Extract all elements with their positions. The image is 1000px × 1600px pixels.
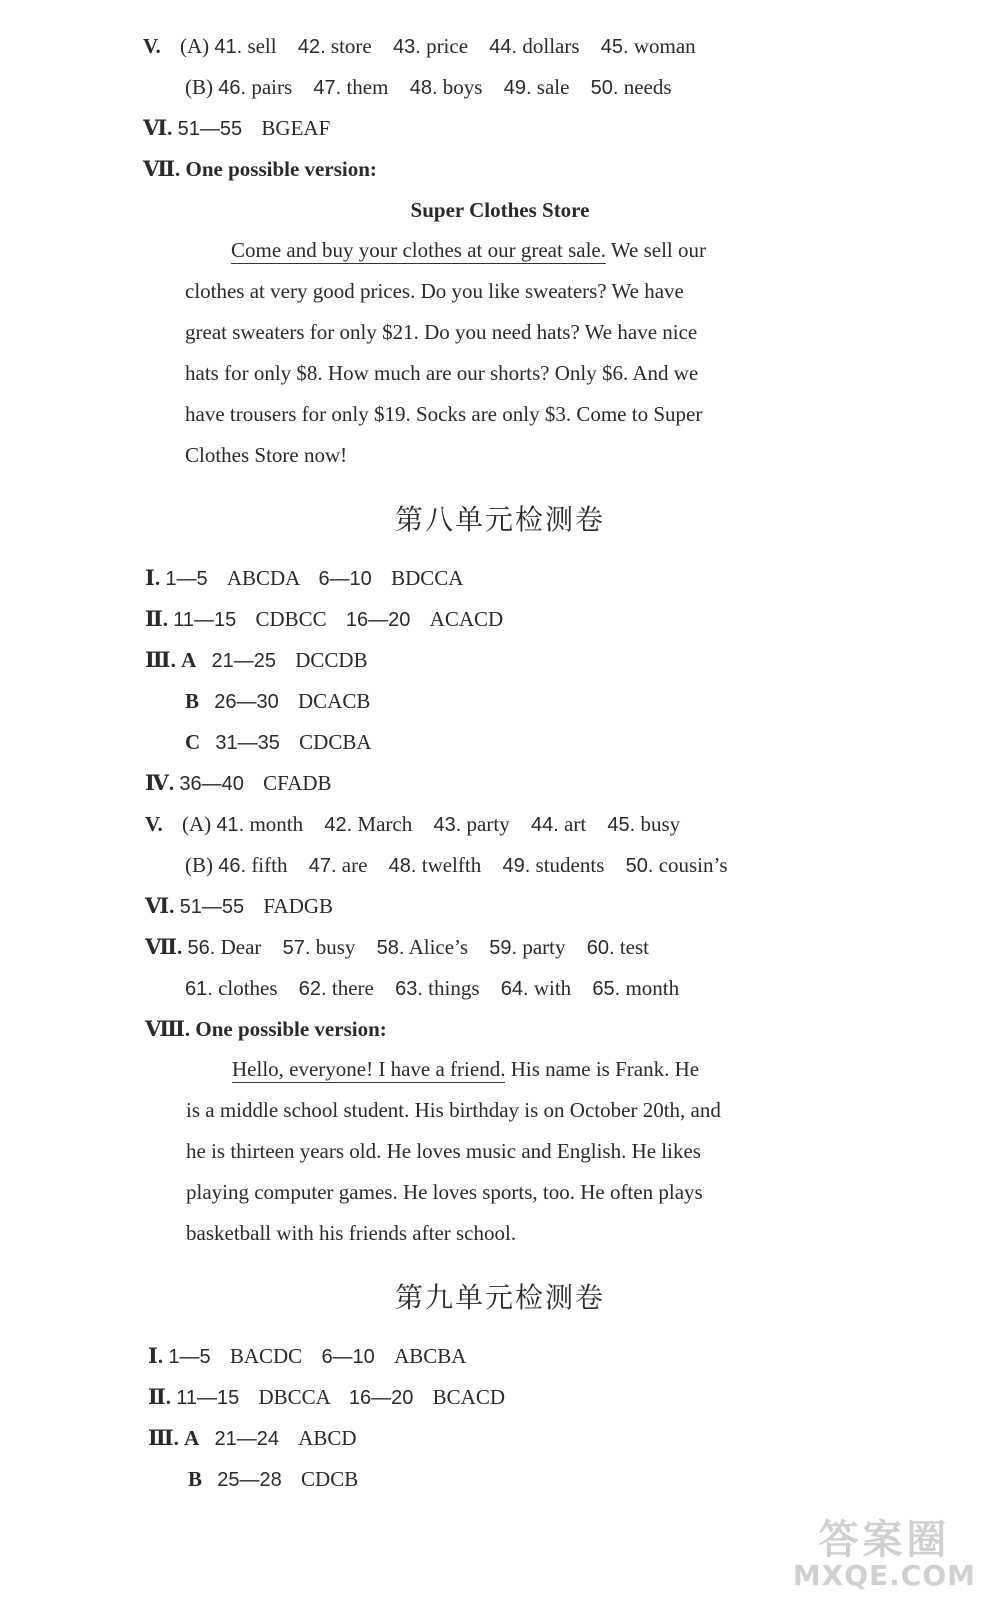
u8-iii-b-row xyxy=(185,686,370,717)
item-42: 42. March xyxy=(324,812,413,836)
watermark-logo xyxy=(793,1508,976,1592)
answers: ABCBA xyxy=(394,1344,467,1368)
essay-line: His name is Frank. He xyxy=(510,1057,700,1081)
section-label: Ⅲ. xyxy=(145,648,176,672)
section-label: V. xyxy=(145,812,163,836)
item-45: 45. woman xyxy=(600,34,696,58)
range: 11—15 xyxy=(176,1387,240,1409)
item-48: 48. boys xyxy=(409,75,483,99)
range: 1—5 xyxy=(165,568,208,590)
item-60: 60. test xyxy=(586,935,649,959)
range: 31—35 xyxy=(215,732,280,754)
u8-i-row xyxy=(145,563,463,594)
section-label: Ⅱ. xyxy=(145,607,168,631)
range: 51—55 xyxy=(177,118,243,140)
item-50: 50. needs xyxy=(590,75,672,99)
version-heading: One possible version: xyxy=(195,1017,387,1041)
u9-iii-a-row xyxy=(148,1423,357,1454)
answers: CFADB xyxy=(263,771,332,795)
essay-line: basketball with his friends after school. xyxy=(186,1221,517,1245)
u8-ii-row xyxy=(145,604,503,635)
range: 11—15 xyxy=(173,609,237,631)
range: 6—10 xyxy=(318,568,372,590)
essay-line: Clothes Store now! xyxy=(185,443,348,467)
item-42: 42. store xyxy=(297,34,372,58)
answers: BCACD xyxy=(432,1385,506,1409)
item-46: 46. fifth xyxy=(218,853,288,877)
u8-v-a-row xyxy=(145,809,680,840)
item-45: 45. busy xyxy=(607,812,681,836)
u7-v-b-row xyxy=(185,72,672,103)
essay-line: clothes at very good prices. Do you like sweaters? We have xyxy=(185,279,684,303)
answers: BDCCA xyxy=(391,566,464,590)
part-label: B xyxy=(185,689,200,713)
item-46: 46. pairs xyxy=(218,75,293,99)
item-44: 44. art xyxy=(530,812,587,836)
version-heading: One possible version: xyxy=(185,157,377,181)
section-label: Ⅰ. xyxy=(148,1344,164,1368)
item-64: 64. with xyxy=(500,976,572,1000)
item-43: 43. party xyxy=(433,812,510,836)
u8-essay xyxy=(186,1049,721,1254)
sub-label: (B) xyxy=(185,853,213,877)
item-50: 50. cousin’s xyxy=(625,853,728,877)
answers: DCACB xyxy=(298,689,371,713)
item-41: 41. sell xyxy=(214,34,277,58)
unit8-title: 第八单元检测卷 xyxy=(394,503,605,536)
essay-title: Super Clothes Store xyxy=(410,198,590,222)
range: 16—20 xyxy=(348,1387,414,1409)
item-59: 59. party xyxy=(489,935,566,959)
u7-essay xyxy=(185,230,706,476)
item-47: 47. them xyxy=(313,75,389,99)
range: 6—10 xyxy=(321,1346,375,1368)
essay-topic-sentence: Hello, everyone! I have a friend. xyxy=(232,1057,506,1081)
essay-line: great sweaters for only $21. Do you need hats? We have nice xyxy=(185,320,698,344)
u8-vi-row xyxy=(145,891,333,922)
section-label: Ⅵ. xyxy=(145,894,175,918)
item-48: 48. twelfth xyxy=(388,853,482,877)
u7-vi-row xyxy=(143,113,330,144)
u8-iii-a-row xyxy=(145,645,368,676)
answers: ACACD xyxy=(429,607,504,631)
answers: FADGB xyxy=(263,894,334,918)
section-label: Ⅶ. xyxy=(143,157,181,181)
part-label: A xyxy=(184,1426,200,1450)
item-41: 41. month xyxy=(216,812,304,836)
item-49: 49. students xyxy=(502,853,605,877)
section-label: Ⅲ. xyxy=(148,1426,179,1450)
section-label: Ⅵ. xyxy=(143,116,173,140)
u8-vii-row-2 xyxy=(185,973,679,1004)
u8-vii-row-1 xyxy=(145,932,649,963)
item-62: 62. there xyxy=(298,976,374,1000)
u9-iii-b-row xyxy=(188,1464,358,1495)
range: 36—40 xyxy=(179,773,244,795)
answers: DCCDB xyxy=(295,648,368,672)
essay-line: playing computer games. He loves sports, too. He often plays xyxy=(186,1180,703,1204)
answers: ABCDA xyxy=(226,566,300,590)
range: 16—20 xyxy=(345,609,411,631)
u9-i-row xyxy=(148,1341,466,1372)
sub-label: (A) xyxy=(179,34,210,58)
item-57: 57. busy xyxy=(282,935,356,959)
watermark-en: MXQE.COM xyxy=(792,1559,976,1592)
item-56: 56. Dear xyxy=(187,935,262,959)
range: 26—30 xyxy=(214,691,279,713)
u7-v-a-row xyxy=(143,31,696,62)
watermark-cn: 答案圈 xyxy=(818,1517,951,1563)
item-49: 49. sale xyxy=(503,75,570,99)
section-label: Ⅰ. xyxy=(145,566,161,590)
item-43: 43. price xyxy=(393,34,469,58)
range: 1—5 xyxy=(168,1346,211,1368)
u8-viii-row xyxy=(145,1014,387,1044)
answers: CDCBA xyxy=(299,730,372,754)
u9-ii-row xyxy=(148,1382,505,1413)
section-label: Ⅷ. xyxy=(145,1017,191,1041)
section-label: Ⅱ. xyxy=(148,1385,171,1409)
essay-line: We sell our xyxy=(610,238,706,262)
u8-iv-row xyxy=(145,768,332,799)
item-63: 63. things xyxy=(395,976,480,1000)
unit9-title: 第九单元检测卷 xyxy=(394,1281,605,1314)
essay-topic-sentence: Come and buy your clothes at our great sale. xyxy=(231,238,606,262)
u8-v-b-row xyxy=(185,850,728,881)
section-label: V. xyxy=(143,34,161,58)
u8-iii-c-row xyxy=(185,727,372,758)
answers: CDCB xyxy=(301,1467,359,1491)
item-47: 47. are xyxy=(308,853,368,877)
answers: ABCD xyxy=(298,1426,357,1450)
range: 21—25 xyxy=(211,650,276,672)
range: 21—24 xyxy=(214,1428,279,1450)
sub-label: (A) xyxy=(181,812,212,836)
section-label: Ⅳ. xyxy=(145,771,175,795)
essay-line: is a middle school student. His birthday is on October 20th, and xyxy=(186,1098,721,1122)
answers: BGEAF xyxy=(261,116,331,140)
item-65: 65. month xyxy=(592,976,680,1000)
answers: BACDC xyxy=(229,1344,303,1368)
section-label: Ⅶ. xyxy=(145,935,183,959)
item-58: 58. Alice’s xyxy=(376,935,469,959)
essay-line: he is thirteen years old. He loves music and English. He likes xyxy=(186,1139,701,1163)
answers: CDBCC xyxy=(255,607,327,631)
essay-line: hats for only $8. How much are our shorts? Only $6. And we xyxy=(185,361,699,385)
part-label: A xyxy=(181,648,197,672)
item-44: 44. dollars xyxy=(489,34,580,58)
item-61: 61. clothes xyxy=(185,976,278,1000)
part-label: C xyxy=(185,730,201,754)
part-label: B xyxy=(188,1467,203,1491)
answers: DBCCA xyxy=(258,1385,330,1409)
u7-vii-row xyxy=(143,154,377,184)
range: 51—55 xyxy=(179,896,245,918)
range: 25—28 xyxy=(217,1469,282,1491)
sub-label: (B) xyxy=(185,75,213,99)
essay-line: have trousers for only $19. Socks are only $3. Come to Super xyxy=(185,402,703,426)
